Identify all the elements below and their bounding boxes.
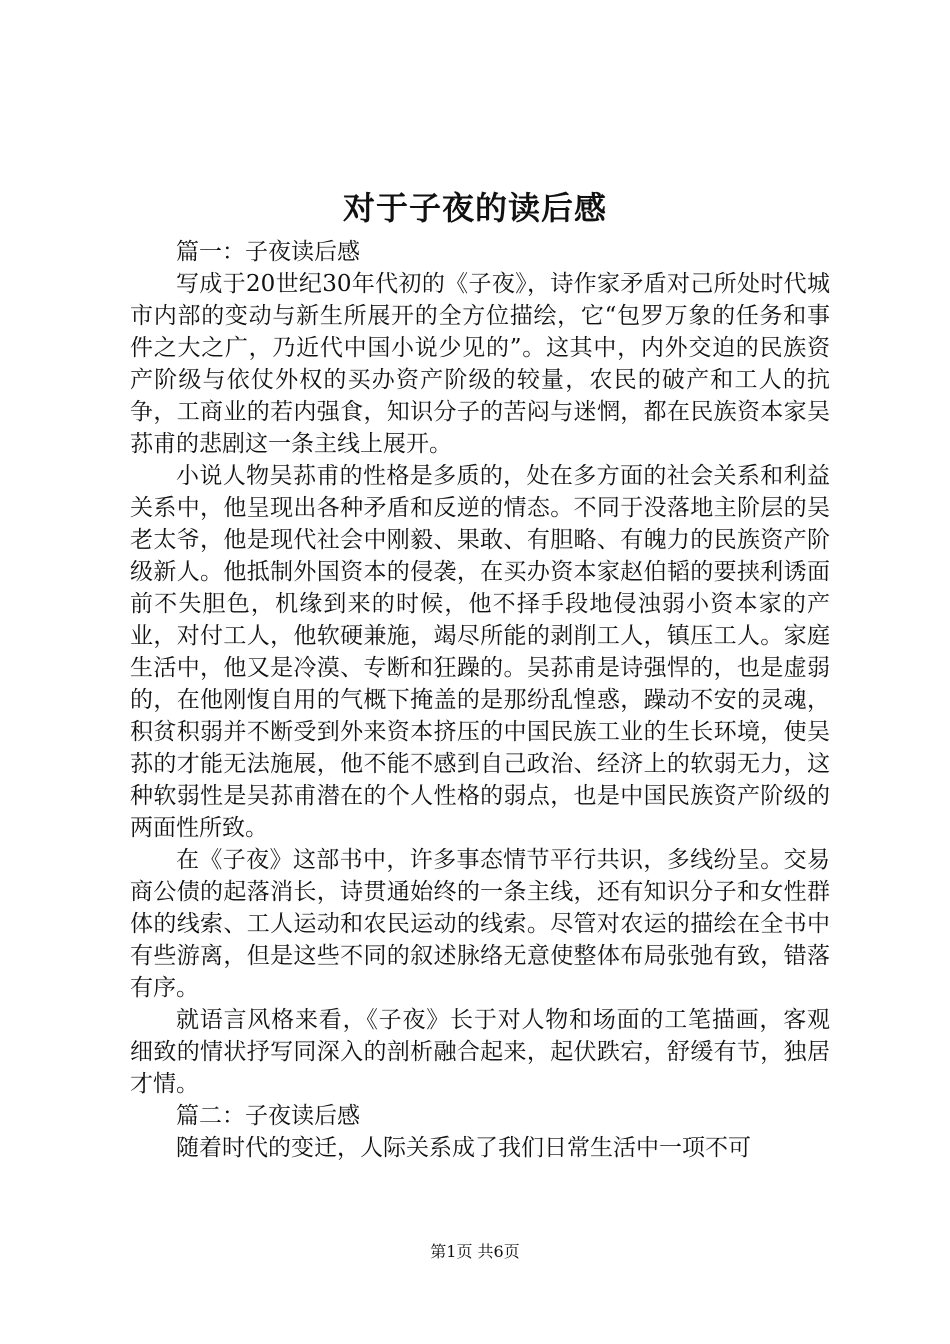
paragraph: 在《子夜》这部书中，许多事态情节平行共识，多线纷呈。交易商公债的起落消长，诗贯通始终的一条主线，还有知识分子和女性群体的线索、工人运动和农民运动的线索。尽管对农运的描绘在全书中有些游离，但是这些不同的叙述脉络无意使整体布局张弛有致，错落有序。 [130,847,830,1001]
document-title: 对于子夜的读后感 [342,189,607,227]
section-heading: 篇一：子夜读后感 [176,239,360,265]
paragraph: 小说人物吴荪甫的性格是多质的，处在多方面的社会关系和利益关系中，他呈现出各种矛盾和反逆的情态。不同于没落地主阶层的吴老太爷，他是现代社会中刚毅、果敢、有胆略、有魄力的民族资产阶级新人。他抵制外国资本的侵袭，在买办资本家赵伯韬的要挟利诱面前不失胆色，机缘到来的时候，他不择手段地侵浊弱小资本家的产业，对付工人，他软硬兼施，竭尽所能的剥削工人，镇压工人。家庭生活中，他又是冷漠、专断和狂躁的。吴荪甫是诗强悍的，也是虚弱的，在他刚愎自用的气概下掩盖的是那纷乱惶惑，躁动不安的灵魂，积贫积弱并不断受到外来资本挤压的中国民族工业的生长环境，使吴荪的才能无法施展，他不能不感到自己政治、经济上的软弱无力，这种软弱性是吴荪甫潜在的个人性格的弱点，也是中国民族资产阶级的两面性所致。 [130,463,830,841]
paragraph: 写成于20世纪30年代初的《子夜》，诗作家矛盾对己所处时代城市内部的变动与新生所展开的全方位描绘，它“包罗万象的任务和事件之大之广，乃近代中国小说少见的”。这其中，内外交迫的民族资产阶级与依仗外权的买办资产阶级的较量，农民的破产和工人的抗争，工商业的若内强食，知识分子的苦闷与迷惘，都在民族资本家吴荪甫的悲剧这一条主线上展开。 [130,271,830,457]
document-body [130,236,830,1164]
page-number-footer: 第1页 共6页 [430,1242,520,1261]
paragraph: 随着时代的变迁，人际关系成了我们日常生活中一项不可 [176,1135,751,1161]
section-heading: 篇二：子夜读后感 [176,1103,360,1129]
paragraph: 就语言风格来看，《子夜》长于对人物和场面的工笔描画，客观细致的情状抒写同深入的剖析融合起来，起伏跌宕，舒缓有节，独居才情。 [130,1007,830,1097]
